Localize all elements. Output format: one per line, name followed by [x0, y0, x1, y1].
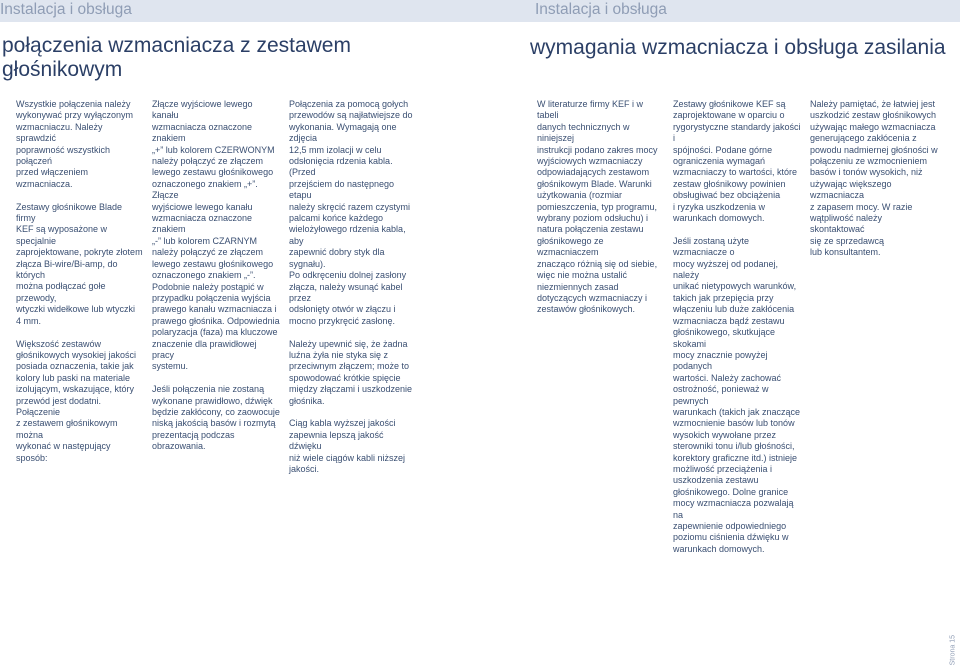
page-title-right: wymagania wzmacniacza i obsługa zasilania	[530, 36, 946, 59]
text-column-1	[16, 99, 144, 475]
paragraph: Połączenia za pomocą gołych przewodów są najłatwiejsze do wykonania. Wymagają one zdjęcia 12,5 mm izolacji w celu odsłonięcia rdzenia kabla. (Przed przejściem do następnego etapu należy skręcić razem czystymi palcami końce każdego wielożyłowego rdzenia kabla, aby zapewnić dobry styk dla sygnału). Po odkręceniu dolnej zasłony złącza, należy wsunąć kabel przez odsłonięty otwór w złączu i mocno przykręcić zasłonę.	[289, 99, 413, 326]
paragraph: Zestawy głośnikowe Blade firmy KEF są wyposażone w specjalnie zaprojektowane, pokryte złotem złącza Bi-wire/Bi-amp, do których można podłączać gołe przewody, wtyczki widełkowe lub wtyczki 4 mm.	[16, 201, 143, 326]
paragraph: Ciąg kabla wyższej jakości zapewnia lepszą jakość dźwięku niż wiele ciągów kabli niższej jakości.	[289, 418, 406, 474]
paragraph: Wszystkie połączenia należy wykonywać przy wyłączonym wzmacniaczu. Należy sprawdzić poprawność wszystkich połączeń przed włączeniem wzmacniacza.	[16, 99, 134, 189]
header-band-right	[480, 0, 960, 22]
text-column-2	[152, 99, 280, 464]
text-column-5	[673, 99, 801, 567]
section-label-left: Instalacja i obsługa	[0, 1, 132, 18]
paragraph: Jeśli połączenia nie zostaną wykonane prawidłowo, dźwięk będzie zakłócony, co zaowocuje niską jakością basów i rozmytą prezentacją podczas obrazowania.	[152, 384, 280, 452]
text-column-3	[289, 99, 417, 487]
paragraph: Należy upewnić się, że żadna luźna żyła nie styka się z przeciwnym złączem; może to spowodować krótkie spięcie między złączami i uszkodzenie głośnika.	[289, 338, 413, 406]
paragraph: Zestawy głośnikowe KEF są zaprojektowane w oparciu o rygorystyczne standardy jakości i spójności. Podane górne ograniczenia wymagań wzmacniaczy to wartości, które zestaw głośnikowy powinien obsługiwać bez obciążenia i ryzyka uszkodzenia w warunkach domowych.	[673, 99, 801, 224]
text-column-4	[537, 99, 665, 327]
paragraph: Jeśli zostaną użyte wzmacniacze o mocy wyższej od podanej, należy unikać nietypowych warunków, takich jak przepięcia przy włączeniu lub duże zakłócenia wzmacniacza bądź zestawu głośnikowego, skutkujące skokami mocy znacznie powyżej podanych wartości. Należy zachować ostrożność, ponieważ w pewnych warunkach (takich jak znaczące wzmocnienie basów lub tonów wysokich wywołane przez sterowniki tonu i/lub głośności, korektory graficzne itd.) istnieje możliwość przeciążenia i uszkodzenia zestawu głośnikowego. Dolne granice mocy wzmacniacza pozwalają na zapewnienie odpowiedniego poziomu ciśnienia dźwięku w warunkach domowych.	[673, 235, 801, 554]
paragraph: Większość zestawów głośnikowych wysokiej jakości posiada oznaczenia, takie jak kolory lub paski na materiale izolującym, wskazujące, który przewód jest dodatni. Połączenie z zestawem głośnikowym można wykonać w następujący sposób:	[16, 338, 137, 463]
paragraph: Należy pamiętać, że łatwiej jest uszkodzić zestaw głośnikowych używając małego wzmacniacza generującego zakłócenia z powodu nadmiernej głośności w połączeniu ze wzmocnieniem basów i tonów wysokich, niż używając większego wzmacniacza z zapasem mocy. W razie wątpliwość należy skontaktować się ze sprzedawcą lub konsultantem.	[810, 99, 938, 258]
page-number: Strona 15	[949, 635, 956, 665]
header-band-left	[0, 0, 480, 22]
paragraph: W literaturze firmy KEF i w tabeli danych technicznych w niniejszej instrukcji podano zakres mocy wyjściowych wzmacniaczy odpowiadających zestawom głośnikowym Blade. Warunki użytkowania (rozmiar pomieszczenia, typ programu, wybrany poziom odsłuchu) i natura połączenia zestawu głośnikowego ze wzmacniaczem znacząco różnią się od siebie, więc nie można ustalić niezmiennych zasad dotyczących wzmacniaczy i zestawów głośnikowych.	[537, 99, 658, 315]
text-column-6	[810, 99, 938, 270]
page-title-left: połączenia wzmacniacza z zestawem głośnikowym	[2, 34, 351, 81]
paragraph: Złącze wyjściowe lewego kanału wzmacniacza oznaczone znakiem „+” lub kolorem CZERWONYM należy połączyć ze złączem lewego zestawu głośnikowego oznaczonego znakiem „+”. Złącze wyjściowe lewego kanału wzmacniacza oznaczone znakiem „-” lub kolorem CZARNYM należy połączyć ze złączem lewego zestawu głośnikowego oznaczonego znakiem „-”. Podobnie należy postąpić w przypadku połączenia wyjścia prawego kanału wzmacniacza i prawego głośnika. Odpowiednia polaryzacja (faza) ma kluczowe znaczenie dla prawidłowej pracy systemu.	[152, 99, 280, 372]
section-label-right: Instalacja i obsługa	[535, 1, 667, 18]
